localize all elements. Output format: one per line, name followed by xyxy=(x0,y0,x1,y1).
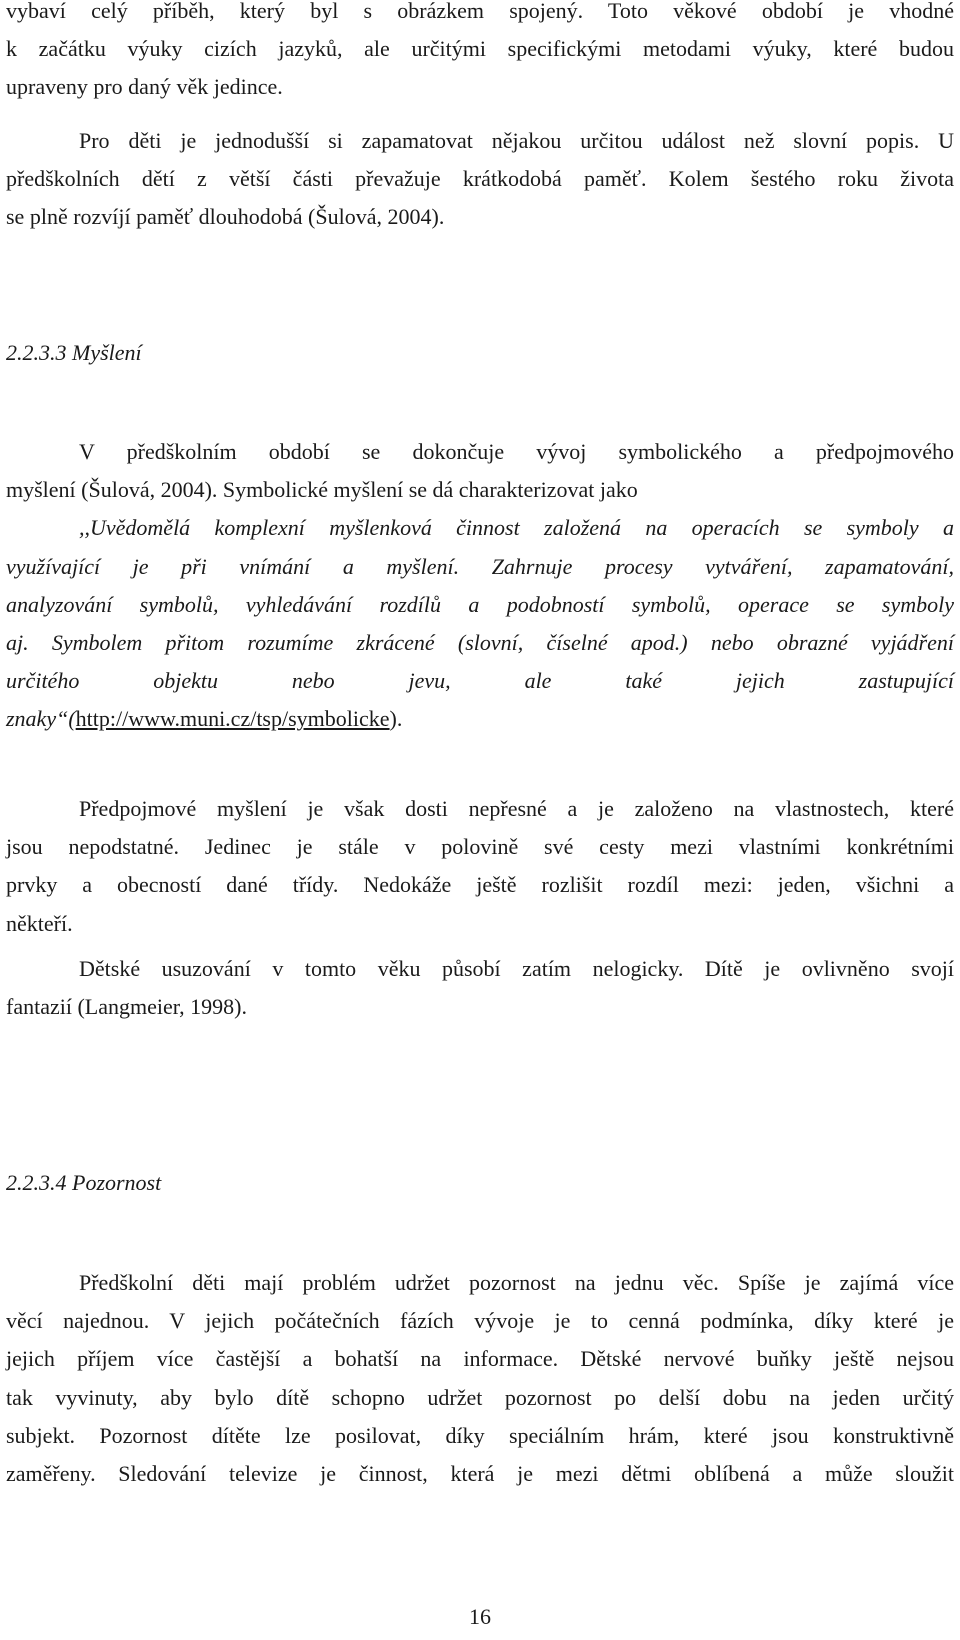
text-line: Dětské usuzování v tomto věku působí zatím nelogicky. Dítě je ovlivněno svojí xyxy=(79,956,954,981)
text-line: myšlení (Šulová, 2004). Symbolické myšlení se dá charakterizovat jako xyxy=(6,477,638,503)
quote-line: analyzování symbolů, vyhledávání rozdílů a podobností symbolů, operace se symboly xyxy=(6,591,954,617)
text-line: Pro děti je jednodušší si zapamatovat nějakou určitou událost než slovní popis. U xyxy=(79,128,954,153)
quote-line: určitého objektu nebo jevu, ale také jejich zastupující xyxy=(6,668,954,694)
paragraph-attention xyxy=(6,1264,954,1493)
text-line: upraveny pro daný věk jedince. xyxy=(6,74,283,100)
quote-line-with-link xyxy=(6,700,954,738)
text-line: k začátku výuky cizích jazyků, ale určitými specifickými metodami výuky, které budou xyxy=(6,36,954,62)
text-line: někteří. xyxy=(6,910,73,936)
text-line: věcí najednou. V jejich počátečních fázích vývoje je to cenná podmínka, díky které je xyxy=(6,1308,954,1334)
text-line: vybaví celý příběh, který byl s obrázkem spojený. Toto věkové období je vhodné xyxy=(6,0,954,23)
quote-line: aj. Symbolem přitom rozumíme zkrácené (slovní, číselné apod.) nebo obrazné vyjádření xyxy=(6,630,954,656)
paragraph-memory-continued xyxy=(6,0,954,107)
text-line: jejich příjem více častější a bohatší na informace. Dětské nervové buňky ještě nejsou xyxy=(6,1346,954,1372)
paragraph-thinking xyxy=(6,433,954,739)
text-line: se plně rozvíjí paměť dlouhodobá (Šulová, 2004). xyxy=(6,204,445,230)
paragraph-reasoning xyxy=(6,950,954,1026)
source-link[interactable]: http://www.muni.cz/tsp/symbolicke xyxy=(75,706,390,732)
quote-line: ,,Uvědomělá komplexní myšlenková činnost založená na operacích se symboly a xyxy=(79,515,954,541)
section-heading-attention: 2.2.3.4 Pozornost xyxy=(6,1170,162,1195)
text-line: prvky a obecností dané třídy. Nedokáže ještě rozlišit rozdíl mezi: jeden, všichni a xyxy=(6,872,954,898)
paragraph-preconceptual xyxy=(6,790,954,943)
quote-close: ). xyxy=(389,706,403,732)
quote-line: využívající je při vnímání a myšlení. Zahrnuje procesy vytváření, zapamatování, xyxy=(6,553,954,579)
text-line: fantazií (Langmeier, 1998). xyxy=(6,994,248,1020)
section-heading-thinking: 2.2.3.3 Myšlení xyxy=(6,340,142,365)
text-line: Předškolní děti mají problém udržet pozornost na jednu věc. Spíše je zajímá více xyxy=(79,1270,954,1295)
paragraph-memory xyxy=(6,122,954,237)
quote-end: znaky“( xyxy=(6,706,76,732)
text-line: subjekt. Pozornost dítěte lze posilovat, díky speciálním hrám, které jsou konstruktivně xyxy=(6,1422,954,1448)
text-line: V předškolním období se dokončuje vývoj symbolického a předpojmového xyxy=(79,439,954,464)
text-line: předškolních dětí z větší části převažuje krátkodobá paměť. Kolem šestého roku života xyxy=(6,166,954,192)
text-line: zaměřeny. Sledování televize je činnost, která je mezi dětmi oblíbená a může sloužit xyxy=(6,1461,954,1487)
text-line: tak vyvinuty, aby bylo dítě schopno udržet pozornost po delší dobu na jeden určitý xyxy=(6,1384,954,1410)
text-line: jsou nepodstatné. Jedinec je stále v polovině své cesty mezi vlastními konkrétními xyxy=(6,834,954,860)
page-number: 16 xyxy=(469,1604,491,1629)
text-line: Předpojmové myšlení je však dosti nepřesné a je založeno na vlastnostech, které xyxy=(79,796,954,821)
